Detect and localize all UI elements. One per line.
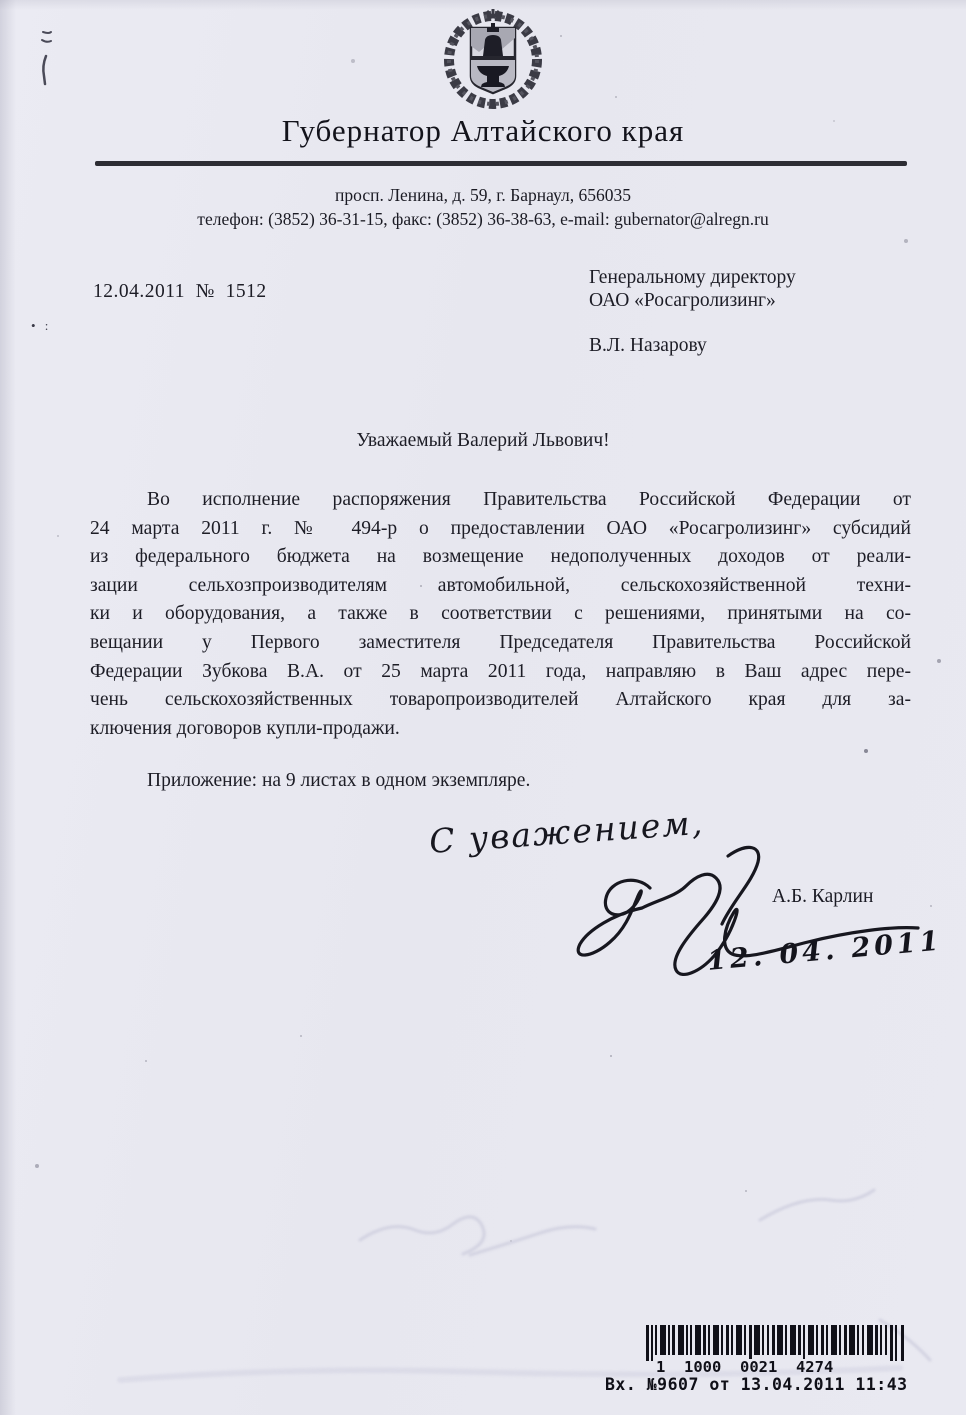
stray-pen-mark [33, 28, 57, 90]
reference-date-number: 12.04.2011 № 1512 [93, 281, 267, 302]
body-line: ки и оборудования, а также в соответствии с решениями, принятыми на со- [90, 603, 911, 625]
body-line: Федерации Зубкова В.А. от 25 марта 2011 года, направляю в Ваш адрес пере- [90, 660, 911, 682]
barcode-digits: 1 1000 0021 4274 [656, 1358, 834, 1376]
letterhead-contacts: телефон: (3852) 36-31-15, факс: (3852) 36-38-63, e-mail: gubernator@alregn.ru [197, 209, 769, 229]
salutation: Уважаемый Валерий Львович! [356, 430, 610, 451]
body-line: зации сельхозпроизводителям автомобильной, сельскохозяйственной техни- [90, 574, 911, 596]
letterhead-title: Губернатор Алтайского края [281, 113, 685, 148]
recipient-organization: ОАО «Росагролизинг» [589, 290, 776, 311]
body-line: Во исполнение распоряжения Правительства Российской Федерации от [147, 489, 911, 510]
signatory-name: А.Б. Карлин [772, 886, 874, 907]
recipient-gap [589, 312, 796, 334]
altai-krai-coat-of-arms-icon [433, 6, 553, 110]
recipient-position: Генеральному директору [589, 267, 796, 288]
scan-dot-marks: • : [31, 318, 52, 333]
recipient-block [589, 266, 796, 357]
body-line: вещании у Первого заместителя Председателя Правительства Российской [90, 631, 911, 653]
body-line: 24 марта 2011 г. № 494-р о предоставлении ОАО «Росагролизинг» субсидий [90, 517, 911, 539]
letterhead-address: просп. Ленина, д. 59, г. Барнаул, 656035 [335, 185, 631, 205]
attachment-note: Приложение: на 9 листах в одном экземпляре. [147, 770, 531, 791]
letter-body [90, 486, 911, 743]
handwritten-closing: С уважением, [428, 802, 706, 861]
scan-noise-speckles [0, 0, 2, 2]
body-line: ключения договоров купли-продажи. [90, 717, 400, 739]
handwritten-date: 12. 04. 2011 [706, 925, 944, 977]
body-line: из федерального бюджета на возмещение недополученных доходов от реали- [90, 546, 911, 568]
body-line: чень сельскохозяйственных товаропроизводителей Алтайского края для за- [90, 689, 911, 711]
letterhead-rule [95, 161, 907, 166]
recipient-person: В.Л. Назарову [589, 335, 707, 356]
signature-scrawl [398, 826, 928, 996]
incoming-registration-line: Вх. №9607 от 13.04.2011 11:43 [605, 1375, 908, 1394]
